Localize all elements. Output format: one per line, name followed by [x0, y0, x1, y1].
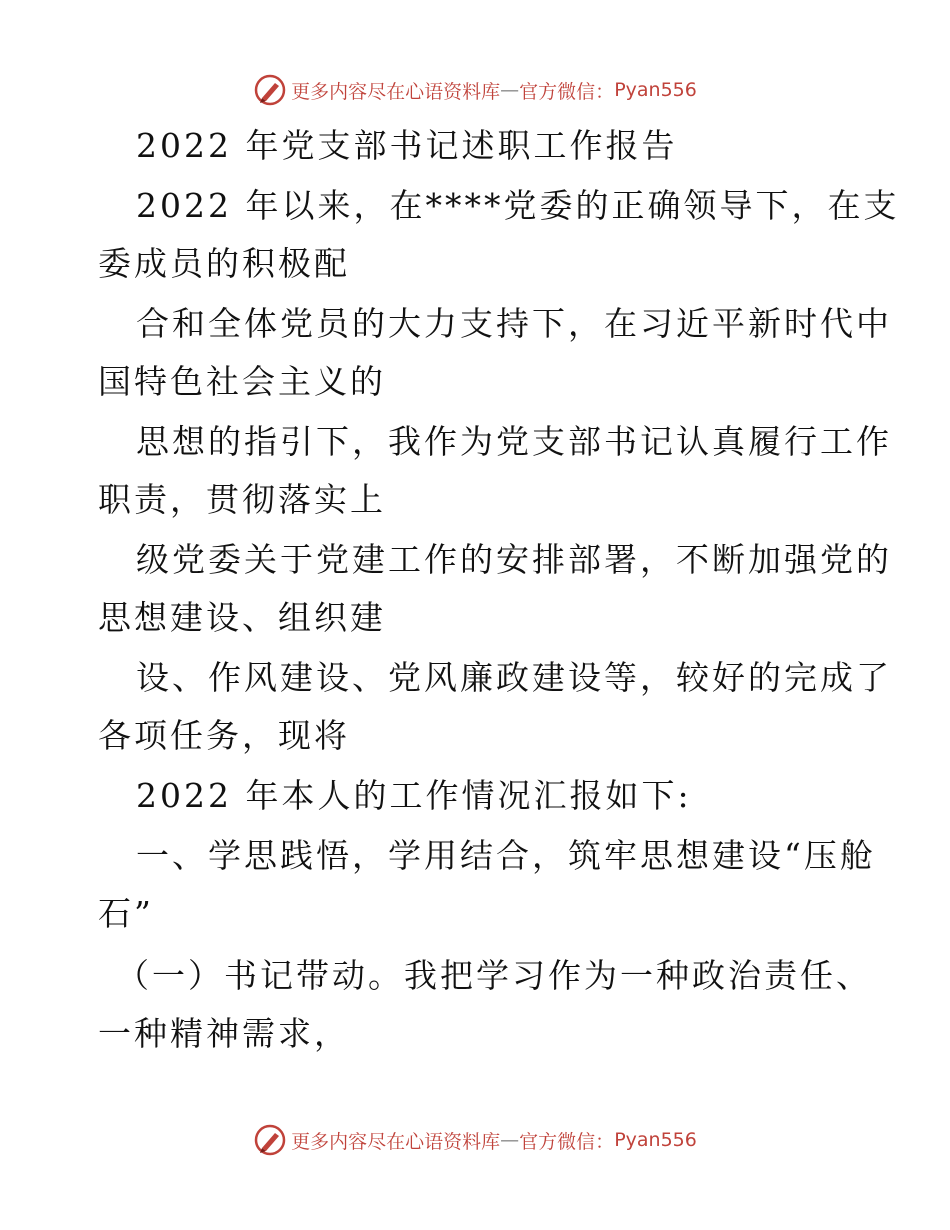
doc-line: 国特色社会主义的 — [98, 362, 386, 401]
doc-line: 委成员的积极配 — [98, 244, 350, 283]
footer-wechat-id: Pyan556 — [614, 1129, 697, 1151]
doc-line: 思想建设、组织建 — [98, 598, 386, 637]
header-banner — [0, 70, 950, 110]
doc-line: 思想的指引下，我作为党支部书记认真履行工作 — [136, 422, 892, 461]
footer-dash: — — [500, 1129, 520, 1151]
doc-line: 2022 年以来，在****党委的正确领导下，在支 — [136, 186, 900, 225]
header-dash: — — [500, 79, 520, 101]
doc-line: 2022 年本人的工作情况汇报如下: — [136, 776, 692, 815]
red-pen-logo-icon — [253, 73, 287, 107]
footer-wechat-label: 官方微信： — [519, 1130, 615, 1153]
header-promo-text: 更多内容尽在心语资料库 — [291, 80, 501, 103]
doc-line: 设、作风建设、党风廉政建设等，较好的完成了 — [136, 658, 892, 697]
doc-line: 一种精神需求， — [98, 1014, 350, 1053]
footer-banner — [0, 1120, 950, 1160]
doc-line: 级党委关于党建工作的安排部署，不断加强党的 — [136, 540, 892, 579]
doc-line: 石” — [98, 894, 154, 933]
doc-line: （一）书记带动。我把学习作为一种政治责任、 — [116, 956, 872, 995]
footer-promo-text: 更多内容尽在心语资料库 — [291, 1130, 501, 1153]
doc-line: 职责，贯彻落实上 — [98, 480, 386, 519]
header-wechat-label: 官方微信： — [519, 80, 615, 103]
doc-title: 2022 年党支部书记述职工作报告 — [136, 126, 678, 165]
red-pen-logo-icon — [253, 1123, 287, 1157]
doc-heading: 一、学思践悟，学用结合，筑牢思想建设“压舱 — [136, 836, 876, 875]
doc-line: 各项任务，现将 — [98, 716, 350, 755]
header-wechat-id: Pyan556 — [614, 79, 697, 101]
doc-line: 合和全体党员的大力支持下，在习近平新时代中 — [136, 304, 892, 343]
